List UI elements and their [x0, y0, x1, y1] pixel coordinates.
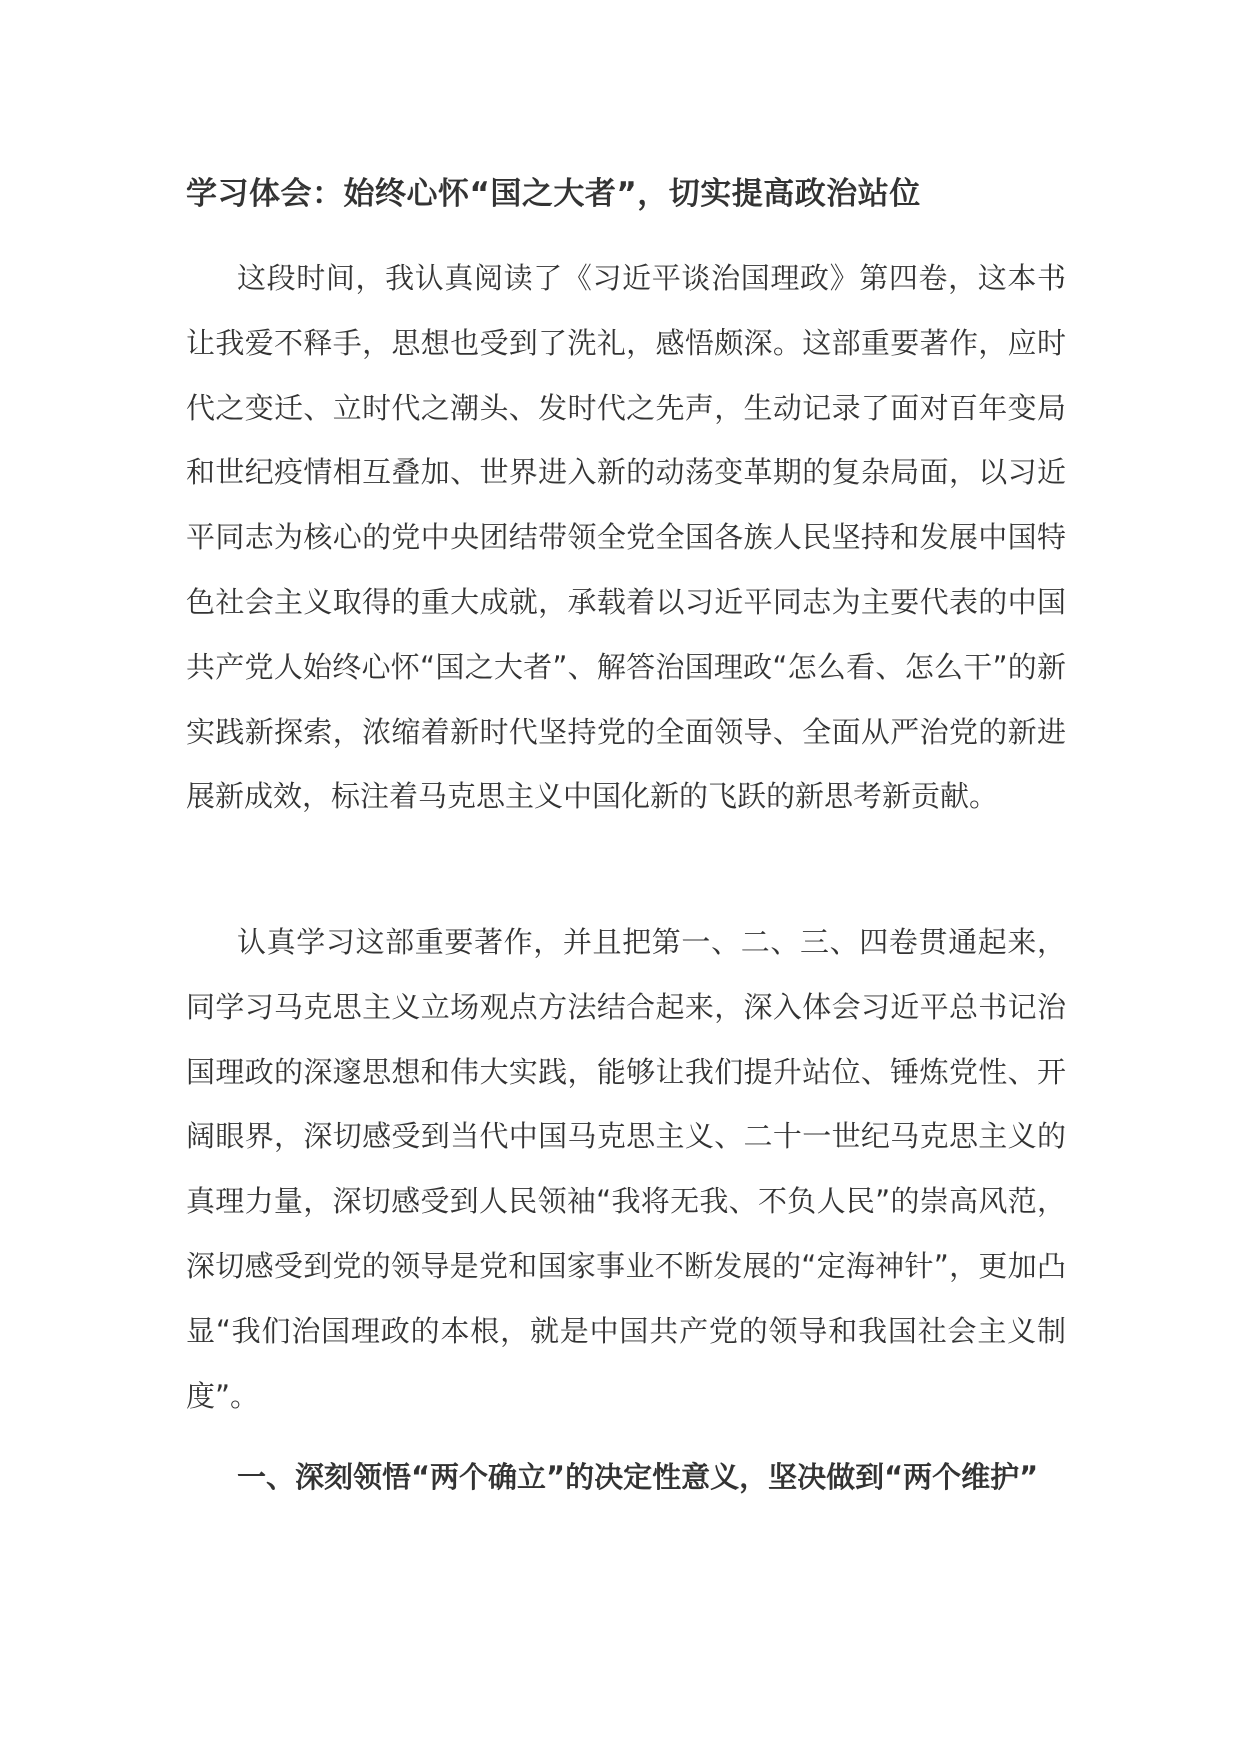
section-heading: 一、深刻领悟“两个确立”的决定性意义，坚决做到“两个维护”	[237, 1460, 1039, 1494]
document-title: 学习体会：始终心怀“国之大者”，切实提高政治站位	[186, 176, 921, 212]
body-paragraph: 认真学习这部重要著作，并且把第一、二、三、四卷贯通起来，同学习马克思主义立场观点方法结合起来，深入体会习近平总书记治国理政的深邃思想和伟大实践，能够让我们提升站位、锤炼党性、开阔眼界，深切感受到当代中国马克思主义、二十一世纪马克思主义的真理力量，深切感受到人民领袖“我将无我、不负人民”的崇高风范，深切感受到党的领导是党和国家事业不断发展的“定海神针”，更加凸显“我们治国理政的本根，就是中国共产党的领导和我国社会主义制度”。	[186, 925, 1066, 1413]
body-paragraph: 这段时间，我认真阅读了《习近平谈治国理政》第四卷，这本书让我爱不释手，思想也受到了洗礼，感悟颇深。这部重要著作，应时代之变迁、立时代之潮头、发时代之先声，生动记录了面对百年变局和世纪疫情相互叠加、世界进入新的动荡变革期的复杂局面，以习近平同志为核心的党中央团结带领全党全国各族人民坚持和发展中国特色社会主义取得的重大成就，承载着以习近平同志为主要代表的中国共产党人始终心怀“国之大者”、解答治国理政“怎么看、怎么干”的新实践新探索，浓缩着新时代坚持党的全面领导、全面从严治党的新进展新成效，标注着马克思主义中国化新的飞跃的新思考新贡献。	[186, 261, 1066, 814]
